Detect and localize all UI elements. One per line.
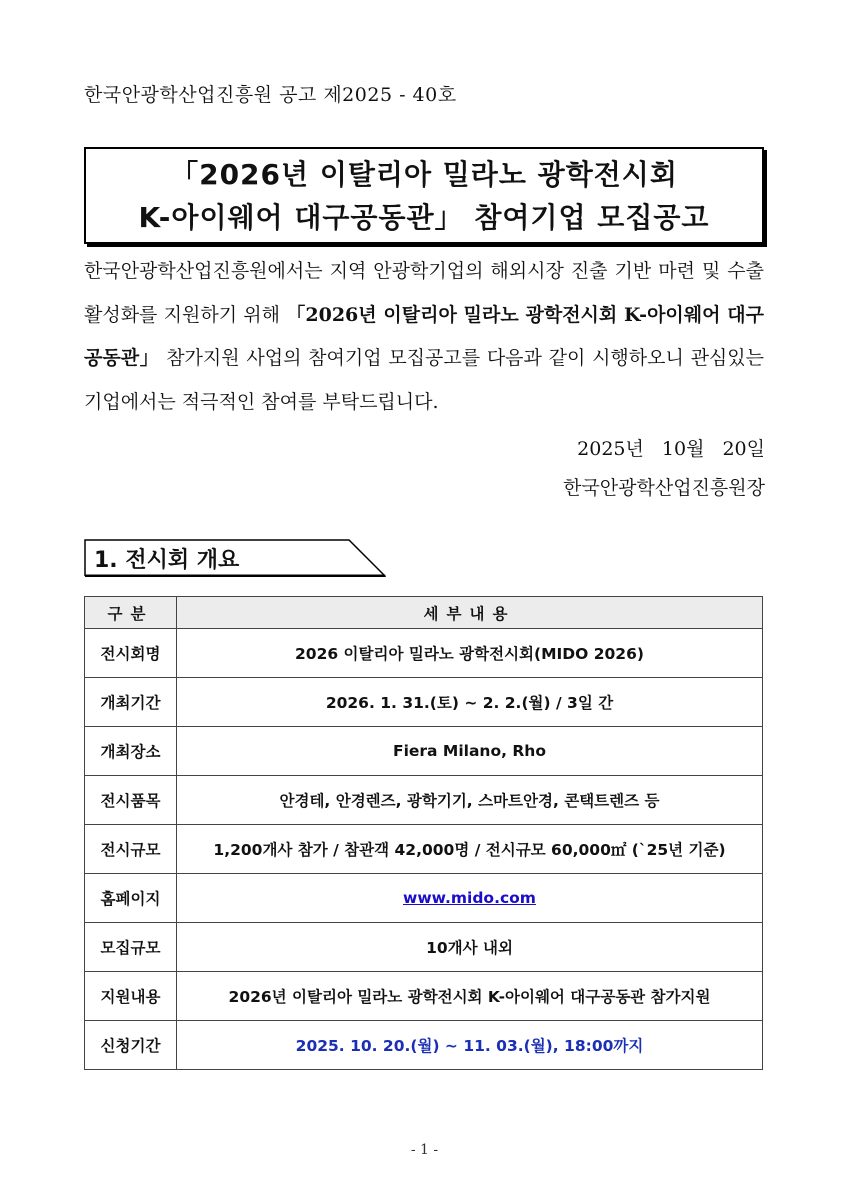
notice-number: 한국안광학산업진흥원 공고 제2025 - 40호 [84, 84, 457, 106]
title-line-2: K-아이웨어 대구공동관」 참여기업 모집공고 [138, 200, 710, 234]
table-row [85, 629, 763, 678]
intro-text-2: 참가지원 사업의 참여기업 모집공고를 다음과 같이 시행하오니 관심있는 기업에서는 적극적인 참여를 부탁드립니다. [84, 347, 764, 413]
table-header-row [85, 597, 763, 629]
header-category: 구분 [85, 597, 177, 629]
section-title: 1. 전시회 개요 [94, 548, 240, 573]
announcement-date: 2025년 10월 20일 [577, 438, 765, 460]
row-value-cell [177, 1021, 763, 1070]
row-value: 안경테, 안경렌즈, 광학기기, 스마트안경, 콘택트렌즈 등 [177, 776, 763, 825]
homepage-link[interactable]: www.mido.com [403, 889, 536, 907]
application-period: 2025. 10. 20.(월) ~ 11. 03.(월), 18:00까지 [295, 1037, 644, 1055]
document-title-box [84, 147, 764, 244]
row-label: 전시품목 [85, 776, 177, 825]
table-row [85, 874, 763, 923]
title-line-1: 「2026년 이탈리아 밀라노 광학전시회 [170, 157, 678, 191]
row-label: 모집규모 [85, 923, 177, 972]
exhibition-overview-table [84, 596, 763, 1070]
row-value: Fiera Milano, Rho [177, 727, 763, 776]
row-label: 개최장소 [85, 727, 177, 776]
table-row [85, 776, 763, 825]
row-value-cell [177, 874, 763, 923]
row-label: 전시규모 [85, 825, 177, 874]
row-label: 홈페이지 [85, 874, 177, 923]
table-row [85, 1021, 763, 1070]
intro-paragraph [84, 250, 764, 424]
row-label: 신청기간 [85, 1021, 177, 1070]
intro-emphasis: 「2026년 이탈리아 밀라노 광학전시회 K-아이웨어 대구공동관」 [84, 303, 764, 369]
row-value: 10개사 내외 [177, 923, 763, 972]
row-value: 1,200개사 참가 / 참관객 42,000명 / 전시규모 60,000㎡ (`25년 기준) [177, 825, 763, 874]
table-row [85, 825, 763, 874]
row-label: 개최기간 [85, 678, 177, 727]
table-row [85, 727, 763, 776]
table-row [85, 923, 763, 972]
header-details: 세부내용 [177, 597, 763, 629]
section-heading-1 [84, 539, 386, 577]
page-number: - 1 - [410, 1142, 439, 1158]
table-row [85, 678, 763, 727]
row-value: 2026년 이탈리아 밀라노 광학전시회 K-아이웨어 대구공동관 참가지원 [177, 972, 763, 1021]
row-label: 전시회명 [85, 629, 177, 678]
issuer-name: 한국안광학산업진흥원장 [563, 477, 765, 499]
table-row [85, 972, 763, 1021]
row-value: 2026 이탈리아 밀라노 광학전시회(MIDO 2026) [177, 629, 763, 678]
row-value: 2026. 1. 31.(토) ~ 2. 2.(월) / 3일 간 [177, 678, 763, 727]
intro-text-1: 한국안광학산업진흥원에서는 지역 안광학기업의 해외시장 진출 기반 마련 및 수출 활성화를 지원하기 위해 [84, 260, 764, 326]
row-label: 지원내용 [85, 972, 177, 1021]
